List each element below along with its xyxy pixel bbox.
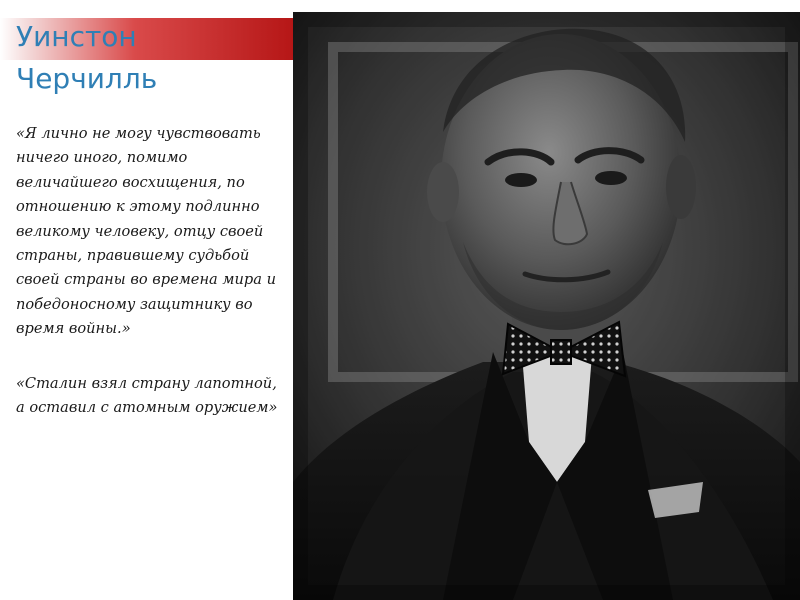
left-eye [505,173,537,187]
right-ear [666,155,696,219]
left-ear [427,162,459,222]
quote-1: «Я лично не могу чувствовать ничего иного, помимо величайшего восхищения, по отношению к этому подлинно великому человеку, отцу своей страны, правившему судьбой своей страны во времена мира и победоносному защитнику во время войны.» [16,125,276,338]
quotes-block [16,122,288,450]
right-eye [595,171,627,185]
bow-tie-knot [551,340,571,364]
portrait-photo [293,12,800,600]
portrait-illustration [293,12,800,600]
slide-title: Уинстон Черчилль [16,20,158,95]
quote-2: «Сталин взял страну лапотной, а оставил с атомным оружием» [16,374,278,417]
